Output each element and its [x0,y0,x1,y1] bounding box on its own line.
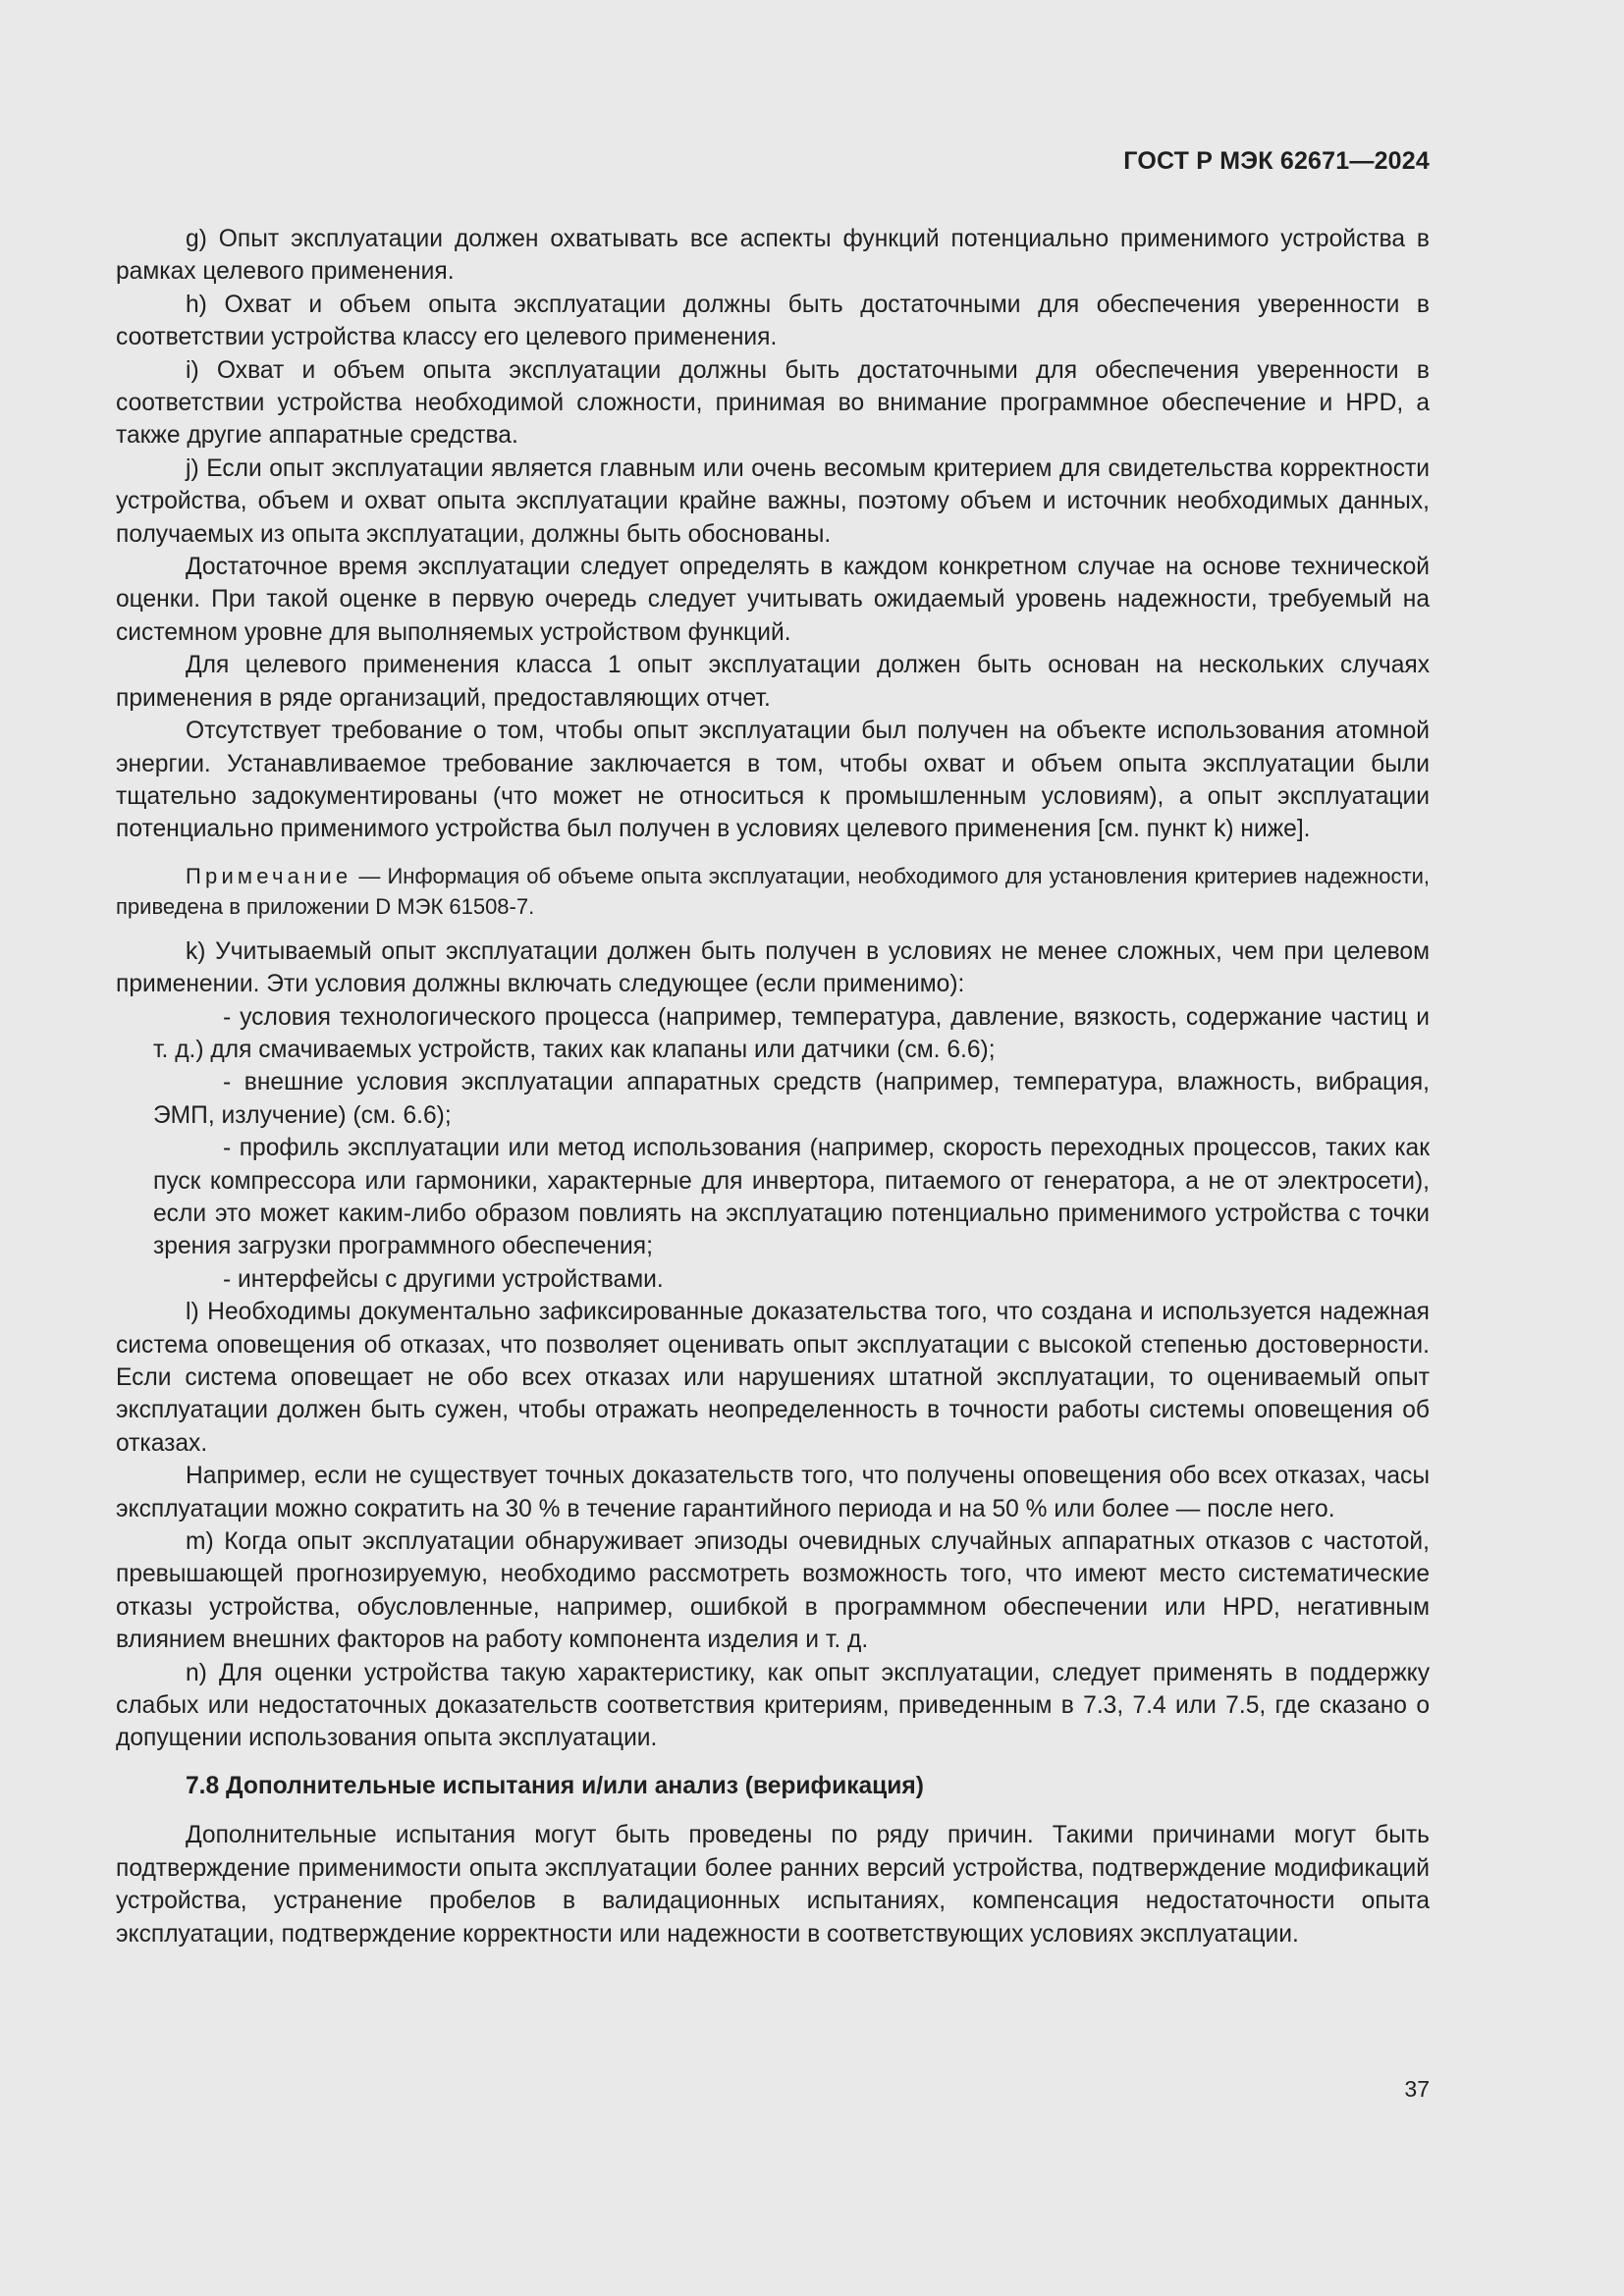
paragraph-g: g) Опыт эксплуатации должен охватывать все аспекты функций потенциально применимого устройства в рамках целевого применения. [116,226,1430,286]
section-paragraph: Дополнительные испытания могут быть проведены по ряду причин. Такими причинами могут быть подтверждение применимости опыта эксплуатации более ранних версий устройства, подтверждение модификаций устройства, устранение пробелов в валидационных испытаниях, компенсация недостаточности опыта эксплуатации, подтверждение корректности или надежности в соответствующих условиях эксплуатации. [116,1822,1430,1948]
paragraph-operation-time: Достаточное время эксплуатации следует определять в каждом конкретном случае на основе технической оценки. При такой оценке в первую очередь следует учитывать ожидаемый уровень надежности, требуемый на системном уровне для выполняемых устройством функций. [116,554,1430,646]
paragraph-k: k) Учитываемый опыт эксплуатации должен быть получен в условиях не менее сложных, чем при целевом применении. Эти условия должны включать следующее (если применимо): [116,937,1430,998]
page-number: 37 [1404,2076,1430,2102]
list-item: - профиль эксплуатации или метод использования (например, скорость переходных процессов, таких как пуск компрессора или гармоники, характерные для инвертора, питаемого от генератора, а не от электросети), если это может каким-либо образом повлиять на эксплуатацию потенциально применимого устройства с точки зрения загрузки программного обеспечения; [153,1135,1430,1260]
list-item: - условия технологического процесса (например, температура, давление, вязкость, содержание частиц и т. д.) для смачиваемых устройств, таких как клапаны или датчики (см. 6.6); [153,1003,1430,1063]
standard-header: ГОСТ Р МЭК 62671—2024 [1123,147,1430,175]
note-label: Примечание [186,863,352,888]
section-heading: 7.8 Дополнительные испытания и/или анализ (верификация) [186,1772,924,1799]
paragraph-l: l) Необходимы документально зафиксированные доказательства того, что создана и используется надежная система оповещения об отказах, что позволяет оценивать опыт эксплуатации с высокой степенью достоверности. Если система оповещает не обо всех отказах или нарушениях штатной эксплуатации, то оцениваемый опыт эксплуатации должен быть сужен, чтобы отражать неопределенность в точности работы системы оповещения об отказах. [116,1299,1430,1457]
paragraph-j: j) Если опыт эксплуатации является главным или очень весомым критерием для свидетельства корректности устройства, объем и охват опыта эксплуатации крайне важны, поэтому объем и источник необходимых данных, получаемых из опыта эксплуатации, должны быть обоснованы. [116,454,1430,548]
paragraph-example: Например, если не существует точных доказательств того, что получены оповещения обо всех отказах, часы эксплуатации можно сократить на 30 % в течение гарантийного периода и на 50 % или более — после него. [116,1463,1430,1522]
page-body [116,223,1430,1950]
paragraph-no-requirement: Отсутствует требование о том, чтобы опыт эксплуатации был получен на объекте использования атомной энергии. Устанавливаемое требование заключается в том, чтобы охват и объем опыта эксплуатации были тщательно задокументированы (что может не относиться к промышленным условиям), а опыт эксплуатации потенциально применимого устройства был получен в условиях целевого применения [см. пункт k) ниже]. [116,718,1430,843]
paragraph-n: n) Для оценки устройства такую характеристику, как опыт эксплуатации, следует применять в поддержку слабых или недостаточных доказательств соответствия критериям, приведенным в 7.3, 7.4 или 7.5, где сказано о допущении использования опыта эксплуатации. [116,1659,1430,1752]
paragraph-m: m) Когда опыт эксплуатации обнаруживает эпизоды очевидных случайных аппаратных отказов с частотой, превышающей прогнозируемую, необходимо рассмотреть возможность того, что имеют место систематические отказы устройства, обусловленные, например, ошибкой в программном обеспечении или HPD, негативным влиянием внешних факторов на работу компонента изделия и т. д. [116,1528,1430,1654]
paragraph-class-1: Для целевого применения класса 1 опыт эксплуатации должен быть основан на нескольких случаях применения в ряде организаций, предоставляющих отчет. [116,652,1430,712]
paragraph-h: h) Охват и объем опыта эксплуатации должны быть достаточными для обеспечения уверенности в соответствии устройства классу его целевого применения. [116,291,1430,351]
paragraph-i: i) Охват и объем опыта эксплуатации должны быть достаточными для обеспечения уверенности в соответствии устройства необходимой сложности, принимая во внимание программное обеспечение и HPD, а также другие аппаратные средства. [116,356,1430,450]
note-text: — Информация об объеме опыта эксплуатации, необходимого для установления критериев надежности, приведена в приложении D МЭК 61508-7. [116,863,1430,919]
list-item: - интерфейсы с другими устройствами. [223,1265,664,1293]
list-item: - внешние условия эксплуатации аппаратных средств (например, температура, влажность, вибрация, ЭМП, излучение) (см. 6.6); [153,1069,1430,1129]
note [116,861,1430,922]
